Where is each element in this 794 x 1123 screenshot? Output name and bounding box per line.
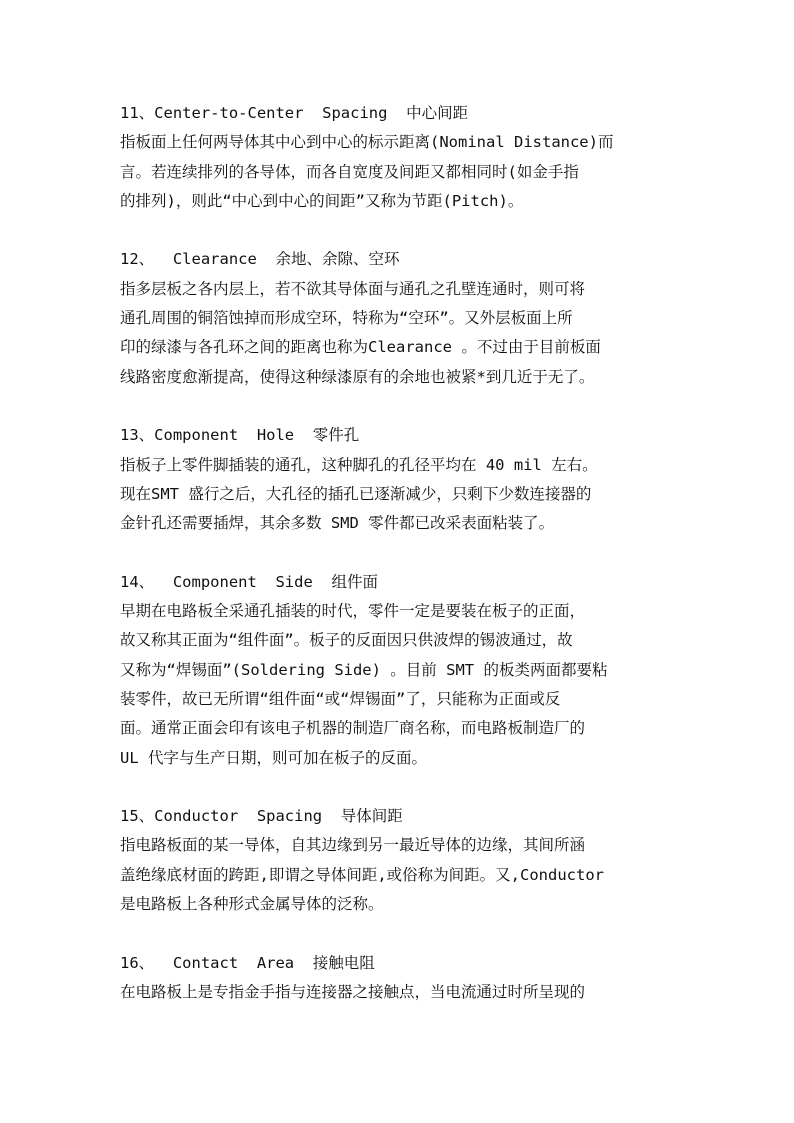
- entry-text-line: 印的绿漆与各孔环之间的距离也称为Clearance 。不过由于目前板面: [120, 338, 601, 357]
- glossary-entry: [120, 245, 680, 391]
- entry-text-line: 故又称其正面为“组件面”。板子的反面因只供波焊的锡波通过，故: [120, 631, 573, 650]
- glossary-entry: [120, 802, 680, 919]
- entry-text-line: 指多层板之各内层上，若不欲其导体面与通孔之孔壁连通时，则可将: [120, 279, 586, 298]
- entry-text-line: UL 代字与生产日期，则可加在板子的反面。: [120, 748, 427, 767]
- entry-text-line: 金针孔还需要插焊，其余多数 SMD 零件都已改采表面粘装了。: [120, 514, 555, 533]
- entry-text-line: 装零件，故已无所谓“组件面“或“焊锡面”了，只能称为正面或反: [120, 689, 561, 708]
- glossary-entry: [120, 421, 680, 538]
- entry-text-line: 是电路板上各种形式金属导体的泛称。: [120, 895, 384, 914]
- document-page: [120, 99, 680, 1037]
- glossary-entry: [120, 99, 680, 216]
- glossary-entry: [120, 949, 680, 1008]
- entry-text-line: 在电路板上是专指金手指与连接器之接触点，当电流通过时所呈现的: [120, 982, 586, 1001]
- entry-heading: 13、Component Hole 零件孔: [120, 426, 360, 445]
- entry-text-line: 指电路板面的某一导体，自其边缘到另一最近导体的边缘，其间所涵: [120, 836, 586, 855]
- entry-text-line: 指板子上零件脚插装的通孔，这种脚孔的孔径平均在 40 mil 左右。: [120, 455, 598, 474]
- entry-heading: 11、Center-to-Center Spacing 中心间距: [120, 104, 469, 122]
- entry-text-line: 的排列)，则此“中心到中心的间距”又称为节距(Pitch)。: [120, 191, 524, 210]
- entry-text-line: 线路密度愈渐提高，使得这种绿漆原有的余地也被紧*到几近于无了。: [120, 367, 595, 386]
- glossary-entry: [120, 568, 680, 773]
- entry-text-line: 又称为“焊锡面”(Soldering Side) 。目前 SMT 的板类两面都要粘: [120, 660, 608, 679]
- entry-text-line: 盖绝缘底材面的跨距,即谓之导体间距,或俗称为间距。又,Conductor: [120, 865, 604, 884]
- entry-text-line: 面。通常正面会印有该电子机器的制造厂商名称，而电路板制造厂的: [120, 719, 586, 738]
- entry-text-line: 指板面上任何两导体其中心到中心的标示距离(Nominal Distance)而: [120, 133, 614, 152]
- entry-heading: 15、Conductor Spacing 导体间距: [120, 807, 403, 826]
- entry-text-line: 现在SMT 盛行之后，大孔径的插孔已逐渐减少，只剩下少数连接器的: [120, 484, 592, 503]
- entry-heading: 14、 Component Side 组件面: [120, 572, 378, 591]
- entry-heading: 16、 Contact Area 接触电阻: [120, 953, 375, 972]
- entry-heading: 12、 Clearance 余地、余隙、空环: [120, 250, 400, 269]
- entry-text-line: 早期在电路板全采通孔插装的时代，零件一定是要装在板子的正面，: [120, 602, 586, 621]
- entry-text-line: 通孔周围的铜箔蚀掉而形成空环，特称为“空环”。又外层板面上所: [120, 309, 573, 328]
- entry-text-line: 言。若连续排列的各导体，而各自宽度及间距又都相同时(如金手指: [120, 162, 579, 181]
